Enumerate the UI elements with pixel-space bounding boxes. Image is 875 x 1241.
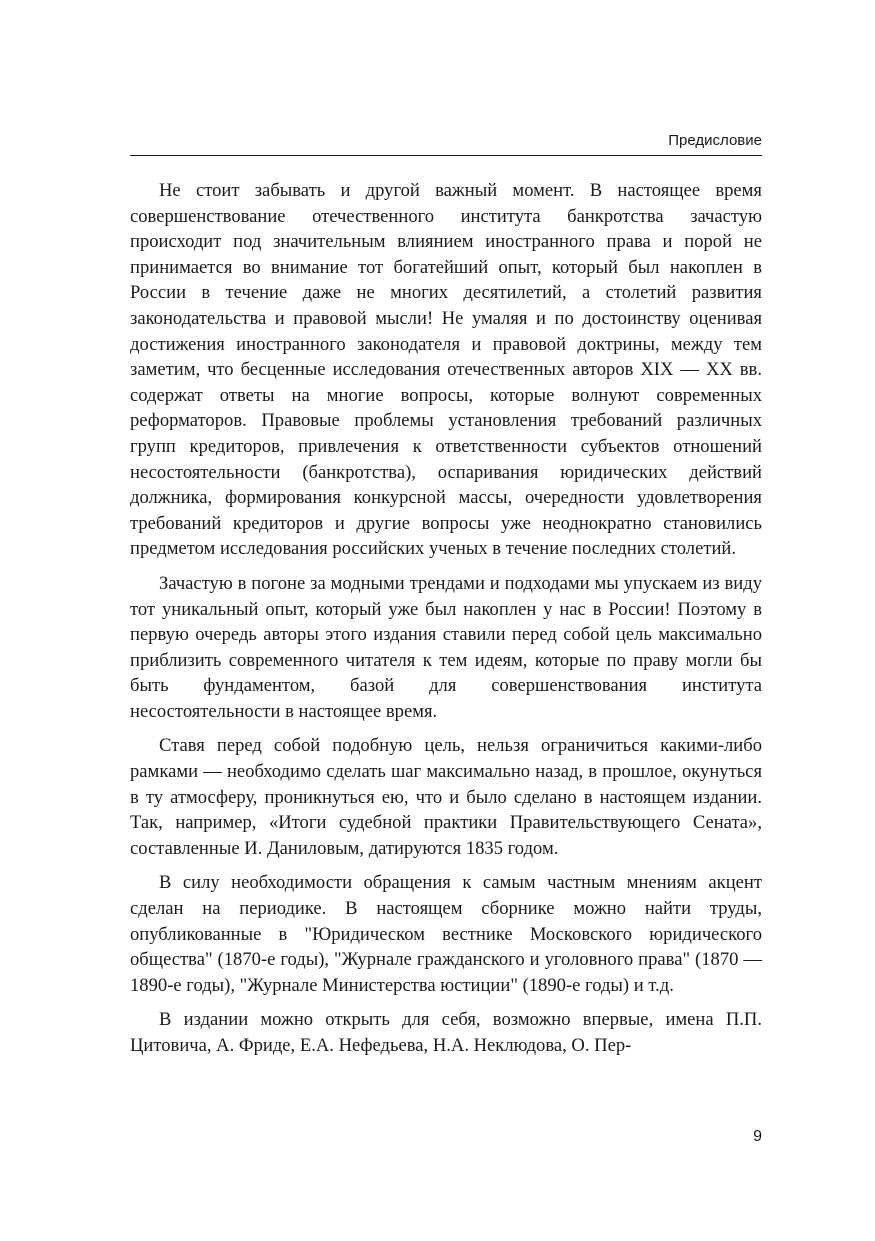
paragraph-3: Ставя перед собой подобную цель, нельзя ограничиться какими-либо рамками — необходимо сделать шаг максимально назад, в прошлое, окунуться в ту атмосферу, проникнуться ею, что и было сделано в настоящем издании. Так, например, «Итоги судебной практики Правительствующего Сената», составленные И. Даниловым, датируются 1835 годом. — [130, 735, 762, 859]
running-title: Предисловие — [668, 132, 762, 149]
paragraph-1: Не стоит забывать и другой важный момент. В настоящее время совершенствование отечественного института банкротства зачастую происходит под значительным влиянием иностранного права и порой не принимается во внимание тот богатейший опыт, который был накоплен в России в течение даже не многих десятилетий, а столетий развития законодательства и правовой мысли! Не умаляя и по достоинству оценивая достижения иностранного законодателя и правовой доктрины, между тем заметим, что бесценные исследования отечественных авторов XIX — XX вв. содержат ответы на многие вопросы, которые волнуют современных реформаторов. Правовые проблемы установления требований различных групп кредиторов, привлечения к ответственности субъектов отношений несостоятельности (банкротства), оспаривания юридических действий должника, формирования конкурсной массы, очередности удовлетворения требований кредиторов и другие вопросы уже неоднократно становились предметом исследования российских ученых в течение последних столетий. — [130, 180, 762, 560]
paragraph-4: В силу необходимости обращения к самым частным мнениям акцент сделан на периодике. В настоящем сборнике можно найти труды, опубликованные в "Юридическом вестнике Московского юридического общества" (1870-е годы), "Журнале гражданского и уголовного права" (1870 — 1890-е годы), "Журнале Министерства юстиции" (1890-е годы) и т.д. — [130, 872, 762, 996]
paragraph-2: Зачастую в погоне за модными трендами и подходами мы упускаем из виду тот уникальный опыт, который уже был накоплен у нас в России! Поэтому в первую очередь авторы этого издания ставили перед собой цель максимально приблизить современного читателя к тем идеям, которые по праву могли бы быть фундаментом, базой для совершенствования института несостоятельности в настоящее время. — [130, 572, 762, 722]
paragraph-5: В издании можно открыть для себя, возможно впервые, имена П.П. Цитовича, А. Фриде, Е.А. Нефедьева, Н.А. Неклюдова, О. Пер- — [130, 1009, 762, 1056]
body-text — [130, 178, 762, 1059]
page-number: 9 — [753, 1128, 762, 1145]
running-head — [130, 131, 762, 156]
